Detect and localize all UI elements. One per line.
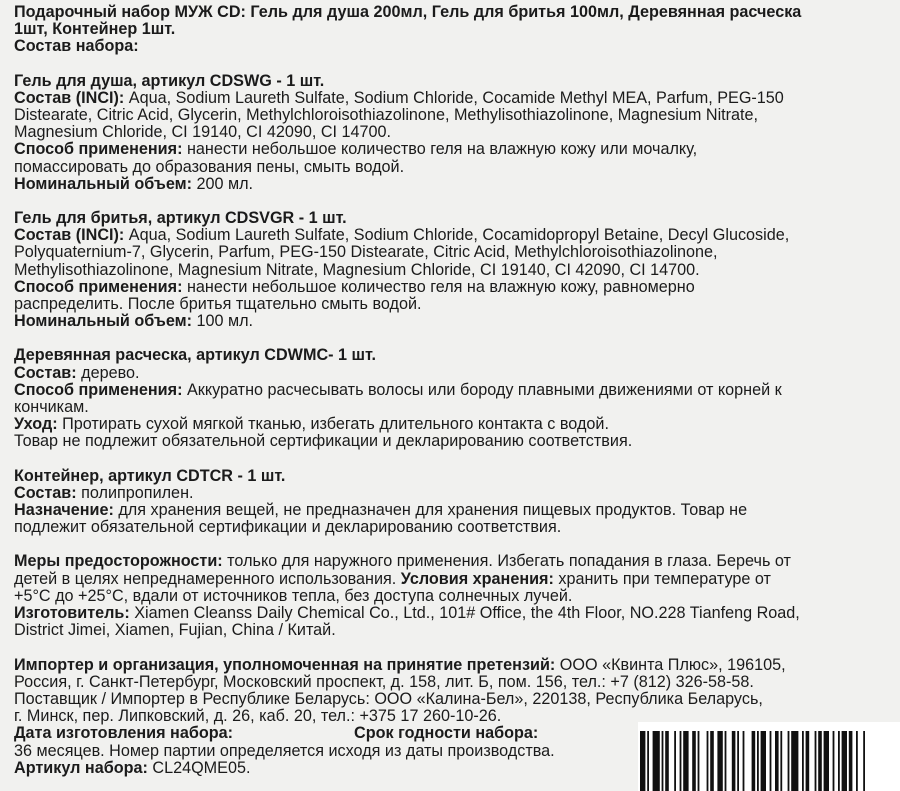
barcode-bar [849,731,853,791]
composition-label: Состав: [14,483,77,502]
barcode-bar [707,731,709,791]
precautions-text: детей в целях непреднамеренного использования. [14,569,401,588]
inci-label: Состав (INCI): [14,88,125,107]
supplier-text: Поставщик / Импортер в Республике Беларусь: ООО «Калина-Бел», 220138, Республика Беларусь, [14,689,763,708]
comb-title: Деревянная расческа, артикул CDWMC- 1 шт. [14,346,377,365]
barcode [638,722,900,791]
barcode-bar [788,731,790,791]
barcode-bar [725,731,727,791]
article-value: CL24QME05. [147,758,251,777]
inci-label: Состав (INCI): [14,226,125,245]
precautions-text: только для наружного применения. Избегать попадания в глаза. Беречь от [222,552,791,571]
barcode-bar [647,731,649,791]
barcode-bar [818,731,822,791]
usage-text: распределить. После бритья тщательно смыть водой. [14,295,422,314]
barcode-bar [802,731,804,791]
barcode-bar [838,731,840,791]
barcode-bar [680,731,682,791]
inci-text: Methylisothiazolinone, Magnesium Nitrate, Magnesium Chloride, CI 19140, CI 42090, CI 14700. [14,260,700,279]
usage-text: Аккуратно расчесывать волосы или бороду плавными движениями от корней к [182,380,782,399]
purpose-text: для хранения вещей, не предназначен для хранения пищевых продуктов. Товар не [113,501,748,520]
volume-label: Номинальный объем: [14,174,192,193]
barcode-bar [640,731,645,791]
usage-text: помассировать до образования пены, смыть водой. [14,157,405,176]
composition-label: Состав: [14,363,77,382]
importer-label: Импортер и организация, уполномоченная на принятие претензий: [14,655,556,674]
inci-text: Magnesium Chloride, CI 19140, CI 42090, CI 14700. [14,123,392,142]
barcode-bar [833,731,835,791]
label-document [14,4,894,777]
usage-label: Способ применения: [14,140,183,159]
shelf-life-label: Срок годности набора: [354,724,539,743]
shaving-gel-section [14,210,894,330]
barcode-bars [640,731,898,791]
article-label: Артикул набора: [14,758,148,777]
barcode-bar [698,731,700,791]
usage-text: нанести небольшое количество геля на влажную кожу, равномерно [182,277,695,296]
care-label: Уход: [14,415,58,434]
barcode-bar [653,731,660,791]
barcode-bar [863,731,865,791]
purpose-text: подлежит обязательной сертификации и декларированию соответствия. [14,518,562,537]
inci-text: Polyquaternium-7, Glycerin, Parfum, PEG-150 Distearate, Citric Acid, Methylchloroisothiazolinone, [14,243,718,262]
barcode-bar [752,731,756,791]
barcode-bar [737,731,739,791]
barcode-bar [665,731,669,791]
container-section [14,468,894,537]
shower-gel-section [14,73,894,193]
barcode-bar [674,731,676,791]
importer-section [14,657,894,726]
shaving-gel-title: Гель для бритья, артикул CDSVGR - 1 шт. [14,209,347,228]
barcode-bar [757,731,759,791]
barcode-bar [842,731,847,791]
volume-label: Номинальный объем: [14,312,192,331]
volume-value: 100 мл. [191,312,254,331]
importer-text: ООО «Квинта Плюс», 196105, [555,655,786,674]
composition-value: дерево. [76,363,140,382]
storage-label: Условия хранения: [400,569,554,588]
certification-note: Товар не подлежит обязательной сертификации и декларированию соответствия. [14,432,633,451]
container-title: Контейнер, артикул CDTCR - 1 шт. [14,466,286,485]
barcode-bar [662,731,664,791]
barcode-bar [743,731,745,791]
inci-text: Distearate, Citric Acid, Glycerin, Methylchloroisothiazolinone, Methylisothiazolinone, Magnesium Nitrate, [14,106,759,125]
barcode-bar [710,731,714,791]
storage-text: хранить при температуре от [553,569,771,588]
composition-heading: Состав набора: [14,37,139,56]
product-title: Подарочный набор МУЖ CD: Гель для душа 200мл, Гель для бритья 100мл, Деревянная расческа [14,3,802,21]
product-title-cont: 1шт, Контейнер 1шт. [14,20,176,39]
barcode-bar [761,731,766,791]
barcode-bar [775,731,779,791]
care-text: Протирать сухой мягкой тканью, избегать длительного контакта с водой. [57,415,609,434]
manufacturer-label: Изготовитель: [14,604,130,623]
volume-value: 200 мл. [191,174,254,193]
comb-section [14,347,894,450]
manufacturer-text: Xiamen Cleanss Daily Chemical Co., Ltd., 101# Office, the 4th Floor, NO.228 Tianfeng Road, [129,604,800,623]
usage-text: кончикам. [14,398,89,417]
usage-text: нанести небольшое количество геля на влажную кожу или мочалку, [182,140,698,159]
barcode-bar [770,731,772,791]
barcode-bar [806,731,810,791]
purpose-label: Назначение: [14,501,114,520]
composition-value: полипропилен. [76,483,194,502]
precautions-section [14,553,894,639]
usage-label: Способ применения: [14,380,183,399]
barcode-bar [856,731,858,791]
barcode-bar [824,731,829,791]
usage-label: Способ применения: [14,277,183,296]
manufacture-date-label: Дата изготовления набора: [14,724,234,743]
shelf-life-value: 36 месяцев. Номер партии определяется исходя из даты производства. [14,741,555,760]
precautions-label: Меры предосторожности: [14,552,223,571]
barcode-bar [791,731,798,791]
storage-text: +5°С до +25°С, вдали от источников тепла, без доступа солнечных лучей. [14,586,573,605]
inci-text: Aqua, Sodium Laureth Sulfate, Sodium Chloride, Cocamidopropyl Betaine, Decyl Glucoside, [124,226,790,245]
shower-gel-title: Гель для душа, артикул CDSWG - 1 шт. [14,71,325,90]
barcode-bar [732,731,736,791]
manufacturer-text: District Jimei, Xiamen, Fujian, China / Китай. [14,621,336,640]
importer-address: Россия, г. Санкт-Петербург, Московский проспект, д. 158, лит. Б, пом. 156, тел.: +7 (812) 326-58-58. [14,672,754,691]
barcode-bar [815,731,817,791]
supplier-address: г. Минск, пер. Липковский, д. 26, каб. 20, тел.: +375 17 260-10-26. [14,707,502,726]
barcode-bar [717,731,722,791]
inci-text: Aqua, Sodium Laureth Sulfate, Sodium Chloride, Cocamide Methyl MEA, Parfum, PEG-150 [124,88,784,107]
barcode-bar [780,731,782,791]
barcode-bar [683,731,688,791]
barcode-bar [692,731,696,791]
